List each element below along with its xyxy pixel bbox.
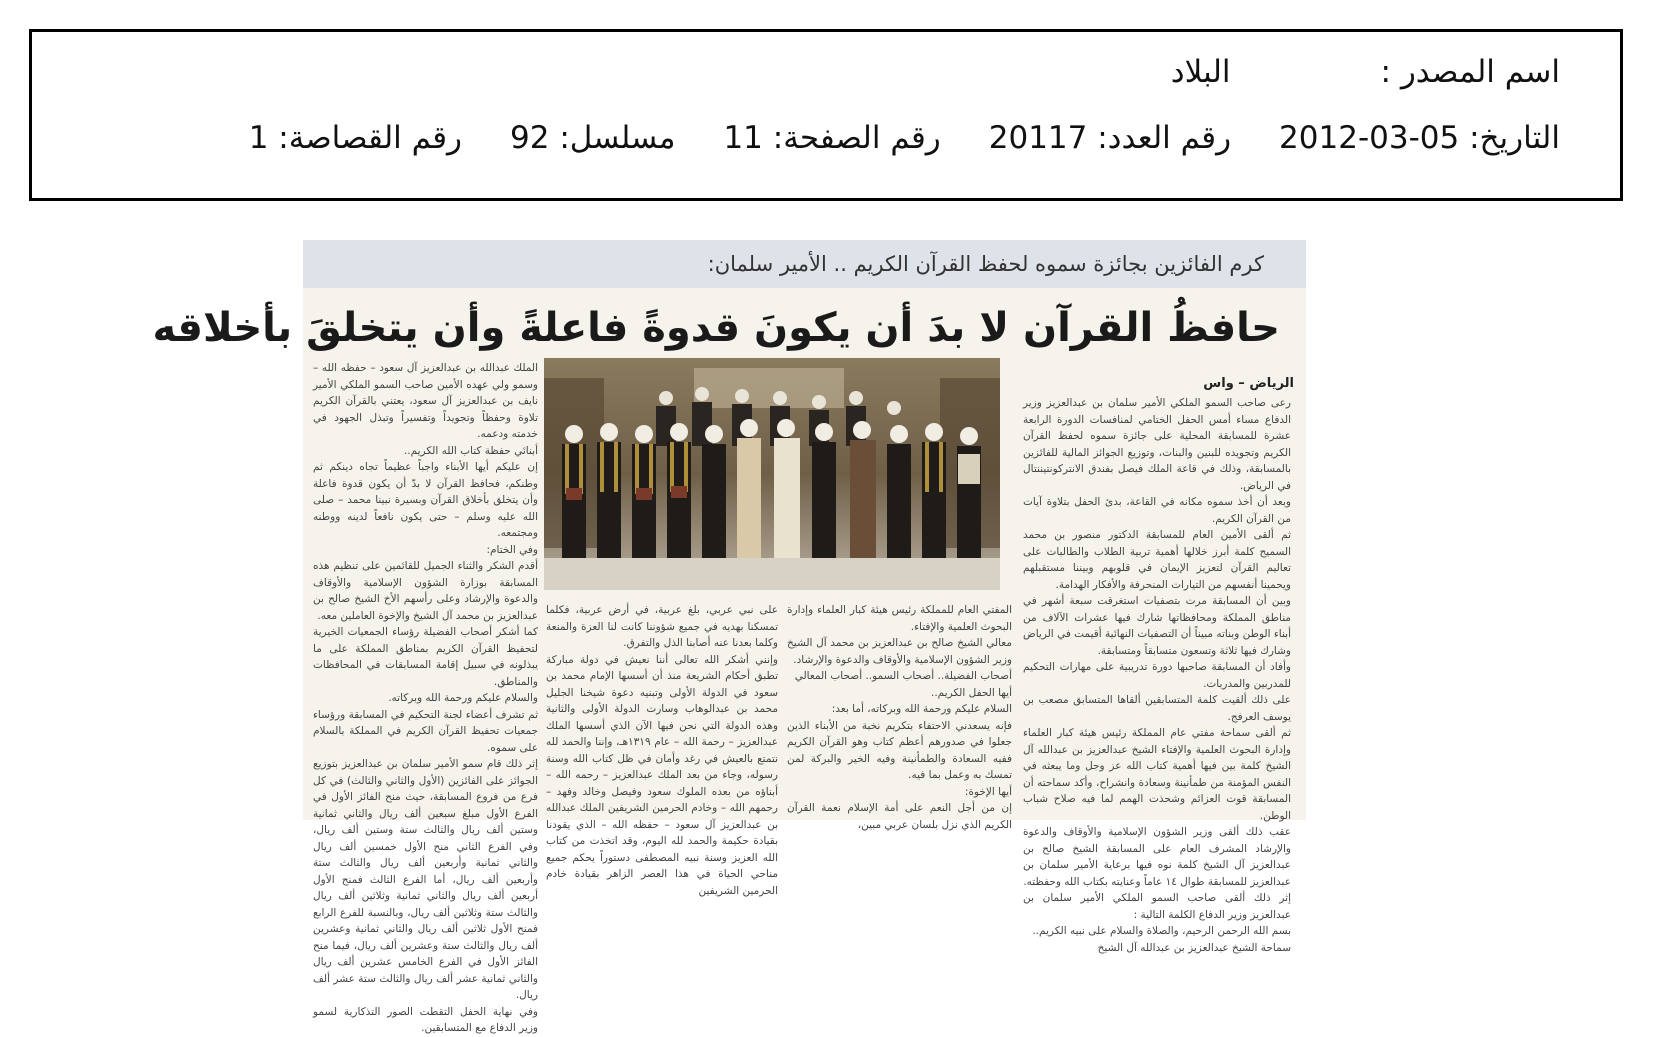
paragraph: سماحة الشيخ عبدالعزيز بن عبدالله آل الشيخ: [1097, 941, 1291, 954]
paragraph: أصحاب الفضيلة.. أصحاب السمو.. أصحاب المعالي: [794, 670, 1012, 682]
paragraph: بسم الله الرحمن الرحيم، والصلاة والسلام على نبيه الكريم..: [1032, 925, 1291, 937]
date-field: [1279, 120, 1560, 156]
article-headline: حافظُ القرآن لا بدَ أن يكونَ قدوةً فاعلةً وأن يتخلقَ بأخلاقه: [152, 305, 1280, 351]
paragraph: وأفاد أن المسابقة صاحبها دورة تدريبية على مهارات التحكيم للمدربين والمدربات.: [1023, 661, 1291, 690]
paragraph: رعى صاحب السمو الملكي الأمير سلمان بن عبدالعزيز وزير الدفاع مساء أمس الحفل الختامي لمنافسات الدورة الرابعة عشرة للمسابقة المحلية على جائزة سموه لحفظ القرآن الكريم وتجويده للبنين والبنات، وتوزيع الجوائز المالية للفائزين بالمسابقة، وذلك في قاعة الملك فيصل بفندق الانتركونتيننتال في الرياض.: [1023, 397, 1291, 492]
paragraph: والسلام عليكم ورحمة الله وبركاته.: [388, 692, 538, 704]
article-column-right: [1023, 395, 1291, 954]
serial-value: 92: [510, 120, 550, 156]
article-column-left: [313, 360, 538, 1034]
article-column-bottom-1: [787, 602, 1012, 831]
date-value: 2012-03-05: [1279, 120, 1460, 156]
clip-number-value: 1: [248, 120, 269, 156]
paragraph: إثر ذلك قام سمو الأمير سلمان بن عبدالعزيز بتوزيع الجوائز على الفائزين (الأول والثاني والثالث) في كل فرع من فروع المسابقة، حيث منح الفائز الأول في الفرع الأول مبلغ سبعين ألف ريال والثاني ثمانية وستين ألف ريال والثالث ستة وستين ألف ريال، وفي الفرع الثاني منح الأول خمسين ألف ريال والثاني ثمانية وأربعين ألف ريال والثالث ستة وأربعين ألف ريال، أما الفرع الثالث فمنح الأول أربعين ألف ريال والثاني ثمانية وثلاثين ألف ريال والثالث ستة وثلاثين ألف ريال، وبالنسبة للفرع الرابع فمنح الأول ثلاثين ألف ريال والثاني ثمانية وعشرين ألف ريال والثالث ستة وعشرين ألف ريال، فيما منح الفائز الأول في الفرع الخامس عشرين ألف ريال والثاني ثمانية عشر ألف ريال والثالث ستة عشر ألف ريال.: [313, 758, 538, 1001]
source-label: اسم المصدر :: [1380, 54, 1560, 90]
paragraph: أيها الحفل الكريم..: [930, 686, 1012, 699]
paragraph: ثم ألقى الأمين العام للمسابقة الدكتور منصور بن محمد السميح كلمة أبرز خلالها أهمية تربية الطلاب والطالبات على تعاليم القرآن لتعزيز الإيمان في قلوبهم وبيننا مستقبلهم ويحمينا أنفسهم من التيارات المنحرفة والأفكار الهدامة.: [1023, 529, 1291, 591]
paragraph: وبعد أن أخذ سموه مكانه في القاعة، بدئ الحفل بتلاوة آيات من القرآن الكريم.: [1023, 496, 1291, 525]
paragraph: ثم تشرف أعضاء لجنة التحكيم في المسابقة ورؤساء جمعيات تحفيظ القرآن الكريم في المملكة بالسلام على سموه.: [313, 708, 538, 754]
page-field: [723, 120, 940, 156]
issue-field: [989, 120, 1231, 156]
paragraph: على نبي عربي، بلغ عربية، في أرض عربية، فكلما تمسكنا بهديه في جميع شؤوننا كانت لنا العزة والمنعة وكلما بعدنا عنه أصابنا الذل والتفرق.: [546, 604, 778, 649]
date-label: التاريخ:: [1469, 120, 1560, 156]
page-value: 11: [723, 120, 763, 156]
clip-number-label: رقم القصاصة:: [278, 120, 463, 156]
paragraph: وإنني أشكر الله تعالى أننا نعيش في دولة مباركة تطبق أحكام الشريعة منذ أن أسسها الإمام محمد بن سعود في الدولة الأولى وتبنيه دعوة شيخنا الجليل محمد بن عبدالوهاب وسارت الدولة الأولى والثانية وهذه الدولة التي نحن فيها الآن الذي أسسها الملك عبدالعزيز – رحمة الله – عام ١٣١٩هـ، وإننا والحمد لله نتمتع بالعيش في رغد وأمان في ظل كتاب الله وسنة رسوله، وجاء من بعد الملك عبدالعزيز – رحمه الله – أبناؤه من بعده الملوك سعود وفيصل وخالد وفهد – رحمهم الله – وخادم الحرمين الشريفين الملك عبدالله بن عبدالعزيز آل سعود – حفظه الله – الذي يقودنا بقيادة حكيمة والحمد لله اليوم، وقد اتخذت من كتاب الله العزيز وسنة نبيه المصطفى دستوراً يحكم جميع مناحي الحياة في هذا العصر الزاهر بقيادة خادم الحرمين الشريفين: [546, 653, 778, 897]
paragraph: فإنه يسعدني الاحتفاء بتكريم نخبة من الأبناء الذين جعلوا في صدورهم أعظم كتاب وهو القرآن الكريم ففيه السعادة والطمأنينة وفيه الخير والبركة لمن تمسك به وعمل بما فيه.: [787, 719, 1012, 781]
clip-number-field: [249, 120, 462, 156]
group-photo-illustration: [544, 358, 1000, 590]
paragraph: المفتي العام للمملكة رئيس هيئة كبار العلماء وإدارة البحوث العلمية والإفتاء.: [787, 604, 1012, 633]
paragraph: أيها الإخوة:: [964, 785, 1012, 798]
group-photo: [544, 358, 1000, 590]
paragraph: وفي نهاية الحفل التقطت الصور التذكارية لسمو وزير الدفاع مع المتسابقين.: [313, 1005, 538, 1034]
paragraph: ثم ألقى سماحة مفتي عام المملكة رئيس هيئة كبار العلماء وإدارة البحوث العلمية والإفتاء الشيخ عبدالعزيز بن عبدالله آل الشيخ كلمة بين فيها أهمية كتاب الله عز وجل وما يبعثه في النفس المؤمنة من طمأنينة وسعادة وانشراح، وأكد سماحته أن المسابقة قوت العزائم وشحذت الهمم لما فيه صلاح شباب الوطن.: [1023, 727, 1291, 822]
paragraph: على ذلك ألقيت كلمة المتسابقين ألقاها المتسابق مصعب بن يوسف العرفج.: [1023, 694, 1291, 723]
article-byline: الرياض – واس: [1203, 376, 1294, 391]
paragraph: أبنائي حفظة كتاب الله الكريم..: [403, 444, 538, 457]
paragraph: كما أشكر أصحاب الفضيلة رؤساء الجمعيات الخيرية لتحفيظ القرآن الكريم بمناطق المملكة على ما يبذلونه في سبيل إقامة المسابقات في المحافظات والمناطق.: [313, 626, 538, 688]
paragraph: إثر ذلك ألقى صاحب السمو الملكي الأمير سلمان بن عبدالعزيز وزير الدفاع الكلمة التالية :: [1023, 892, 1291, 921]
newspaper-clipping: [152, 240, 1306, 1034]
article-kicker: كرم الفائزين بجائزة سموه لحفظ القرآن الكريم .. الأمير سلمان:: [303, 240, 1306, 288]
paragraph: أقدم الشكر والثناء الجميل للقائمين على تنظيم هذه المسابقة بوزارة الشؤون الإسلامية والأوقاف والدعوة والإرشاد وعلى رأسهم الأخ الشيخ صالح بن عبدالعزيز بن محمد آل الشيخ والإخوة العاملين معه.: [313, 560, 538, 622]
paragraph: عقب ذلك ألقى وزير الشؤون الإسلامية والأوقاف والدعوة والإرشاد المشرف العام على المسابقة الشيخ صالح بن عبدالعزيز آل الشيخ كلمة نوه فيها برعاية الأمير سلمان بن عبدالعزيز للمسابقة طوال ١٤ عاماً وعنايته بكتاب الله وحفظته.: [1023, 826, 1291, 888]
page-label: رقم الصفحة:: [772, 120, 941, 156]
paragraph: الملك عبدالله بن عبدالعزيز آل سعود – حفظه الله – وسمو ولي عهده الأمين صاحب السمو الملكي الأمير نايف بن عبدالعزيز آل سعود، يعتني بالقرآن الكريم تلاوة وحفظاً وتجويداً وتفسيراً وتبذل الجهود في خدمته ودعمه.: [313, 362, 538, 440]
paragraph: إن من أجل النعم على أمة الإسلام نعمة القرآن الكريم الذي نزل بلسان عربي مبين،: [787, 802, 1012, 831]
source-value: البلاد: [1170, 54, 1231, 90]
paragraph: وفي الختام:: [486, 543, 538, 556]
paragraph: وبين أن المسابقة مرت بتصفيات استغرقت سبعة أشهر في مناطق المملكة ومحافظاتها شارك فيها عشرات الآلاف من أبناء الوطن وبناته مبيناً أن التصفيات النهائية أقيمت في الرياض وشارك فيها ثلاثة وتسعون متسابقاً ومتسابقة.: [1023, 595, 1291, 657]
paragraph: السلام عليكم ورحمة الله وبركاته، أما بعد:: [831, 703, 1012, 715]
source-field: [1171, 54, 1560, 90]
details-line: [249, 120, 1560, 156]
serial-label: مسلسل:: [559, 120, 676, 156]
paragraph: معالي الشيخ صالح بن عبدالعزيز بن محمد آل الشيخ وزير الشؤون الإسلامية والأوقاف والدعوة والإرشاد.: [787, 637, 1012, 666]
serial-field: [510, 120, 675, 156]
source-line: [1171, 54, 1560, 90]
clipping-metadata-box: [29, 29, 1623, 201]
issue-value: 20117: [988, 120, 1088, 156]
paragraph: إن عليكم أيها الأبناء واجباً عظيماً تجاه دينكم ثم وطنكم، فحافظ القرآن لا بدّ أن يكون قدوة فاعلة وأن يتخلق بأخلاق القرآن وبسيرة نبينا محمد – صلى الله عليه وسلم – حتى يكون نافعاً لدينه ووطنه ومجتمعه.: [313, 461, 538, 539]
issue-label: رقم العدد:: [1097, 120, 1232, 156]
article-column-bottom-2: [546, 602, 778, 897]
